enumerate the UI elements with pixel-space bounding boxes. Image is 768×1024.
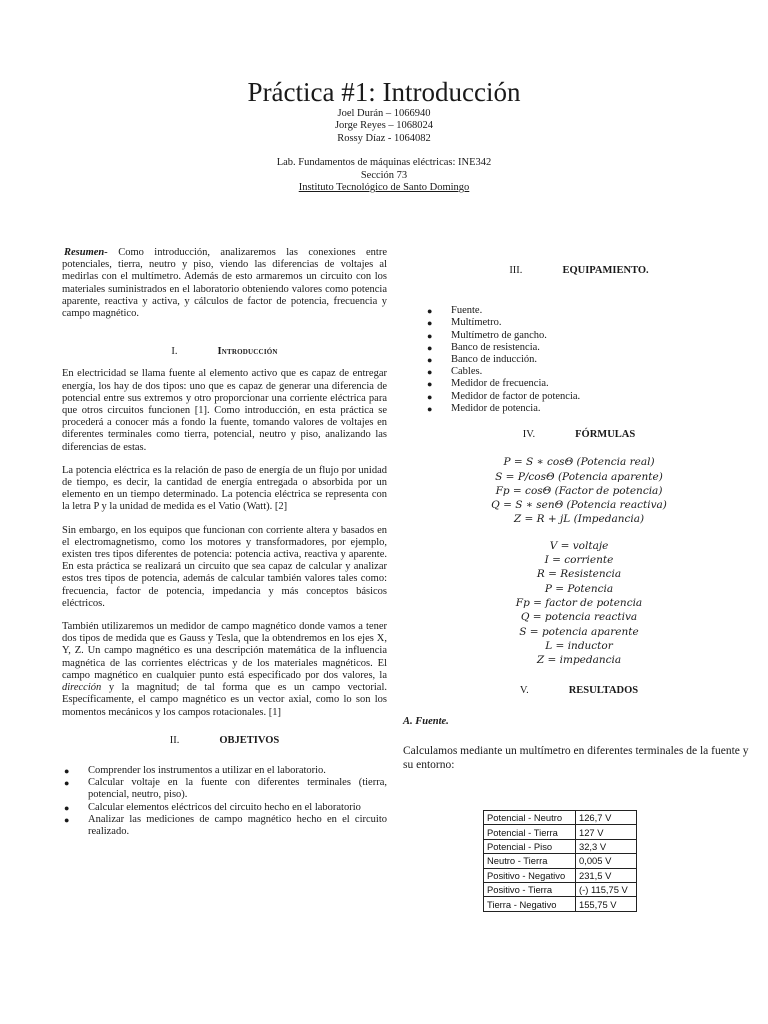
table-cell: Positivo - Tierra	[484, 882, 576, 896]
table-row	[484, 868, 637, 882]
formula: S = P/cosΘ (Potencia aparente)	[495, 470, 663, 483]
section-title: Introducción	[217, 346, 278, 358]
formulas-block	[403, 455, 755, 667]
left-column	[62, 247, 387, 838]
section-number: V.	[519, 685, 529, 697]
table-cell: (-) 115,75 V	[576, 882, 637, 896]
list-item-text: Banco de resistencia.	[451, 341, 540, 353]
abstract-label: Resumen-	[64, 247, 108, 258]
table-row	[484, 825, 637, 839]
bullet-icon: ●	[427, 318, 433, 329]
list-item-text: Multímetro.	[451, 317, 502, 329]
bullet-icon: ●	[64, 802, 70, 813]
author-line: Rossy Díaz - 1064082	[337, 132, 431, 144]
italic-term: dirección	[62, 682, 102, 694]
intro-paragraph: Sin embargo, en los equipos que funcionan con corriente altera y basados en el electromagnetismo, como los motores y transformadores, por ejemplo, existen tres tipos diferentes de potencia: potencia activa, reactiva y aparente. En esta práctica se realizará un circuito que sea capaz de calcular y analizar estos tres tipos de potencia, además de calcular también valores tales como: frecuencia, factor de potencia, impedancia y más conceptos básicos eléctricos.	[62, 524, 387, 609]
definition: R = Resistencia	[536, 568, 622, 581]
list-item-text: Medidor de frecuencia.	[451, 378, 549, 390]
equipment-list	[425, 305, 755, 415]
list-item	[62, 802, 387, 814]
section-heading-introduccion	[62, 346, 387, 358]
formula: Q = S ∗ senΘ (Potencia reactiva)	[491, 499, 667, 512]
right-column	[403, 265, 755, 772]
definition: Fp = factor de potencia	[515, 596, 643, 609]
list-item-text: Calcular elementos eléctricos del circuito hecho en el laboratorio	[88, 801, 361, 813]
formula: Fp = cosΘ (Factor de potencia)	[495, 484, 663, 497]
formula: Z = R + jL (Impedancia)	[513, 513, 645, 526]
definition: Q = potencia reactiva	[520, 611, 638, 624]
bullet-icon: ●	[427, 355, 433, 366]
list-item	[425, 403, 755, 415]
list-item	[62, 777, 387, 801]
list-item	[425, 391, 755, 403]
bullet-icon: ●	[427, 403, 433, 414]
abstract-text: Como introducción, analizaremos las conexiones entre potenciales, tierra, neutro y piso, viendo las diferencias de voltajes al medirlas con el multímetro. Además de esto armaremos un circuito con los materiales suministrados en el laboratorio obteniendo valores como potencia aparente, reactiva y activa, y cálculos de factor de potencia, frecuencia y campo magnético.	[62, 247, 387, 320]
bullet-icon: ●	[64, 765, 70, 776]
list-item-text: Medidor de factor de potencia.	[451, 390, 581, 402]
section-heading-equipamiento	[403, 265, 755, 277]
definition: V = voltaje	[549, 539, 609, 552]
table-cell: Potencial - Tierra	[484, 825, 576, 839]
author-line: Joel Durán – 1066940	[337, 108, 431, 119]
list-item	[425, 378, 755, 390]
definition: I = corriente	[544, 554, 614, 567]
section-number: IV.	[522, 429, 536, 441]
page-title: Práctica #1: Introducción	[247, 77, 521, 107]
list-item-text: Multímetro de gancho.	[451, 329, 547, 341]
list-item-text: Medidor de potencia.	[451, 402, 541, 414]
list-item	[62, 765, 387, 777]
section-line: Sección 73	[360, 169, 408, 181]
section-number: II.	[169, 734, 180, 746]
list-item-text: Banco de inducción.	[451, 354, 538, 366]
table-cell: Positivo - Negativo	[484, 868, 576, 882]
section-number: III.	[509, 265, 523, 276]
subsection-heading: A. Fuente.	[403, 715, 449, 727]
paper-header	[0, 108, 768, 194]
table-cell: Neutro - Tierra	[484, 854, 576, 868]
section-title: RESULTADOS	[568, 685, 639, 697]
bullet-icon: ●	[427, 306, 433, 317]
list-item-text: Comprender los instrumentos a utilizar en el laboratorio.	[88, 764, 326, 776]
table-cell: 126,7 V	[576, 811, 637, 825]
bullet-icon: ●	[427, 367, 433, 378]
bullet-icon: ●	[427, 391, 433, 402]
section-title: EQUIPAMIENTO.	[562, 265, 649, 276]
definition: P = Potencia	[544, 582, 614, 595]
definition: L = inductor	[545, 639, 613, 652]
table-row	[484, 854, 637, 868]
table-cell: 0,005 V	[576, 854, 637, 868]
table-row	[484, 839, 637, 853]
section-heading-objetivos	[62, 735, 387, 747]
definition: S = potencia aparente	[519, 625, 639, 638]
list-item	[425, 342, 755, 354]
results-paragraph: Calculamos mediante un multímetro en diferentes terminales de la fuente y su entorno:	[403, 744, 749, 771]
paragraph-text: También utilizaremos un medidor de campo magnético donde vamos a tener dos tipos de medida que es Gauss y Tesla, que la obtendremos en los ejes X, Y, Z. Un campo magnético es una descripción matemática de la influencia magnética de las corrientes eléctricas y de los materiales magnéticos. El campo magnético en cualquier punto está especificado por dos valores, la	[62, 621, 387, 681]
definition: Z = impedancia	[536, 654, 622, 667]
table-cell: 231,5 V	[576, 868, 637, 882]
list-item-text: Cables.	[451, 366, 483, 378]
abstract	[62, 247, 387, 320]
table-cell: 32,3 V	[576, 839, 637, 853]
list-item	[425, 305, 755, 317]
table-cell: 155,75 V	[576, 897, 637, 911]
bullet-icon: ●	[427, 342, 433, 353]
list-item-text: Fuente.	[451, 305, 483, 317]
intro-paragraph	[62, 621, 387, 719]
bullet-icon: ●	[64, 778, 70, 789]
paragraph-text: y la magnitud; de tal forma que es un campo vectorial. Específicamente, el campo magnético es un vector axial, como lo son los momentos mecánicos y los campos rotacionales. [1]	[62, 682, 387, 718]
bullet-icon: ●	[427, 379, 433, 390]
table-cell: Potencial - Neutro	[484, 811, 576, 825]
section-title: FÓRMULAS	[575, 429, 636, 441]
section-title: OBJETIVOS	[219, 734, 280, 746]
bullet-icon: ●	[64, 814, 70, 825]
list-item	[425, 317, 755, 329]
list-item	[425, 354, 755, 366]
table-row	[484, 882, 637, 896]
intro-paragraph: La potencia eléctrica es la relación de paso de energía de un flujo por unidad de tiempo, es decir, la cantidad de energía entregada o absorbida por un elemento en un tiempo determinado. La potencia eléctrica se representa con la letra P y la unidad de medida es el Vatio (Watt). [2]	[62, 464, 387, 513]
list-item	[425, 330, 755, 342]
objectives-list	[62, 765, 387, 838]
table-cell: Tierra - Negativo	[484, 897, 576, 911]
course-line: Lab. Fundamentos de máquinas eléctricas: INE342	[276, 157, 492, 169]
table-row	[484, 897, 637, 911]
section-heading-resultados	[403, 685, 755, 697]
voltage-table	[483, 810, 637, 912]
list-item-text: Analizar las mediciones de campo magnético hecho en el circuito realizado.	[88, 813, 387, 837]
list-item-text: Calcular voltaje en la fuente con diferentes terminales (tierra, potencial, neutro, piso).	[88, 777, 387, 801]
list-item	[425, 366, 755, 378]
list-item	[62, 814, 387, 838]
author-line: Jorge Reyes – 1068024	[334, 120, 434, 132]
section-number: I.	[171, 346, 178, 358]
institution-line: Instituto Tecnológico de Santo Domingo	[298, 182, 470, 194]
intro-paragraph: En electricidad se llama fuente al elemento activo que es capaz de entregar energía, los hay de dos tipos: uno que es capaz de generar una diferencia de potencial entre sus extremos y otro proporcionar una corriente eléctrica para que otros circuitos funcionen [1]. Como introducción, en esta práctica se procederá a conocer más a fondo la fuente, tomando valores de voltajes en diferentes terminales como tierra, potencial, neutro y piso, analizando las diferencias de estas.	[62, 368, 387, 453]
table-cell: Potencial - Piso	[484, 839, 576, 853]
table-row	[484, 811, 637, 825]
bullet-icon: ●	[427, 330, 433, 341]
table-cell: 127 V	[576, 825, 637, 839]
formula: P = S ∗ cosΘ (Potencia real)	[503, 456, 655, 469]
section-heading-formulas	[403, 429, 755, 441]
